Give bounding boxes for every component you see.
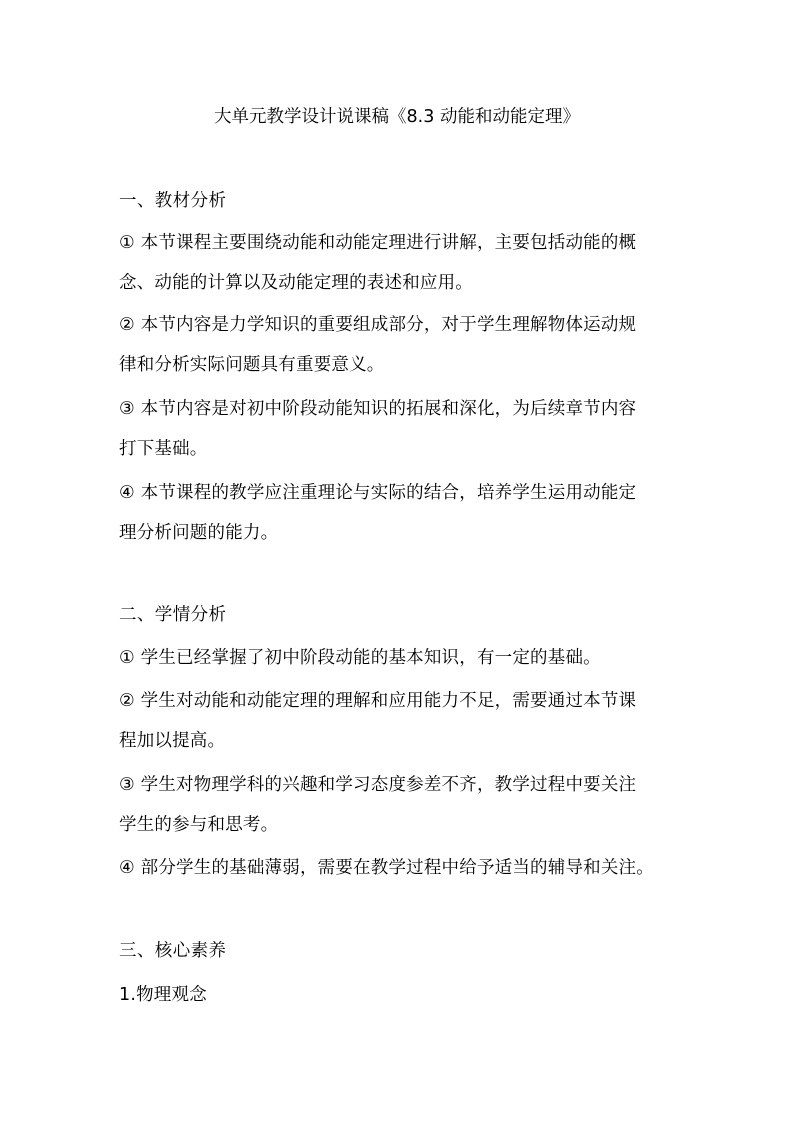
learner-item-4-line-1: ④ 部分学生的基础薄弱，需要在教学过程中给予适当的辅导和关注。 bbox=[119, 858, 654, 878]
learner-item-3-line-1: ③ 学生对物理学科的兴趣和学习态度参差不齐，教学过程中要关注 bbox=[119, 775, 637, 795]
document-title: 大单元教学设计说课稿《8.3 动能和动能定理》 bbox=[214, 107, 580, 127]
section-heading-core-literacy: 三、核心素养 bbox=[119, 941, 227, 961]
section-heading-textbook-analysis: 一、教材分析 bbox=[119, 191, 227, 211]
learner-item-1-line-1: ① 学生已经掌握了初中阶段动能的基本知识，有一定的基础。 bbox=[119, 648, 601, 668]
learner-item-3-line-2: 学生的参与和思考。 bbox=[119, 815, 279, 835]
section-heading-learner-analysis: 二、学情分析 bbox=[119, 605, 227, 625]
learner-item-2-line-2: 程加以提高。 bbox=[119, 731, 226, 751]
textbook-item-4-line-2: 理分析问题的能力。 bbox=[119, 523, 279, 543]
textbook-item-1-line-1: ① 本节课程主要围绕动能和动能定理进行讲解，主要包括动能的概 bbox=[119, 233, 637, 253]
textbook-item-2-line-2: 律和分析实际问题具有重要意义。 bbox=[119, 355, 385, 375]
textbook-item-3-line-1: ③ 本节内容是对初中阶段动能知识的拓展和深化，为后续章节内容 bbox=[119, 399, 637, 419]
textbook-item-2-line-1: ② 本节内容是力学知识的重要组成部分，对于学生理解物体运动规 bbox=[119, 315, 637, 335]
textbook-item-4-line-1: ④ 本节课程的教学应注重理论与实际的结合，培养学生运用动能定 bbox=[119, 483, 637, 503]
subheading-physics-concept: 1.物理观念 bbox=[119, 985, 207, 1005]
textbook-item-3-line-2: 打下基础。 bbox=[119, 439, 208, 459]
textbook-item-1-line-2: 念、动能的计算以及动能定理的表述和应用。 bbox=[119, 273, 473, 293]
learner-item-2-line-1: ② 学生对动能和动能定理的理解和应用能力不足，需要通过本节课 bbox=[119, 691, 637, 711]
